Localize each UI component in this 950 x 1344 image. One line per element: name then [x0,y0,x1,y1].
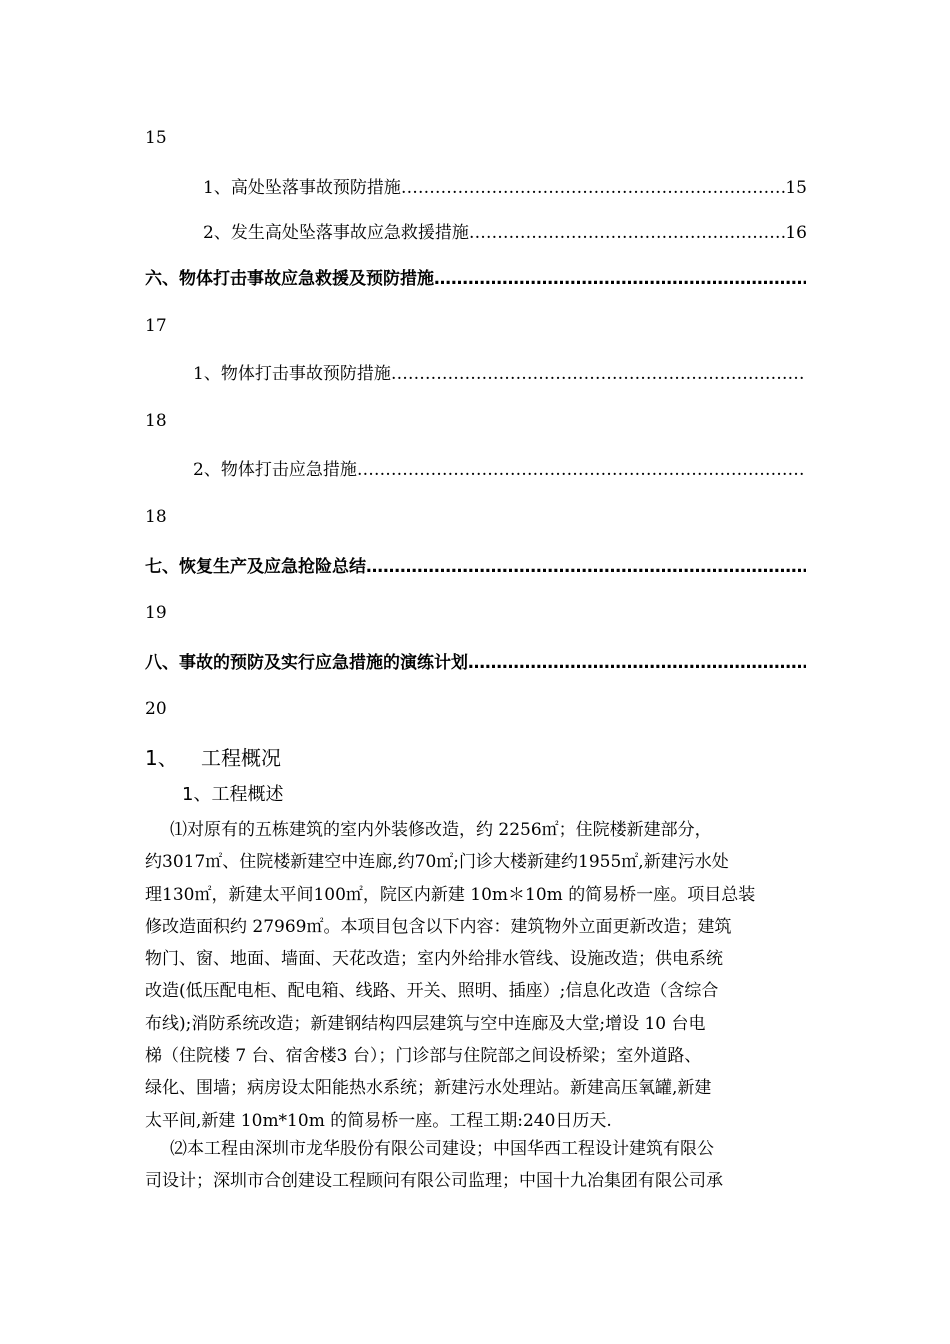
toc-section-text: 七、恢复生产及应急抢险总结 [145,557,366,577]
toc-leader-dots [401,178,786,198]
paragraph-line: 物门、窗、地面、墙面、天花改造；室内外给排水管线、设施改造；供电系统 [145,949,723,969]
toc-leader-dots [468,653,806,673]
toc-page-number: 20 [145,699,167,719]
toc-entry[interactable] [193,359,805,384]
toc-entry-text: 2、发生高处坠落事故应急救援措施 [203,223,469,243]
section-heading-number: 1、 [145,746,178,770]
paragraph-line: 太平间,新建 10m*10m 的简易桥一座。工程工期:240日历天. [145,1111,612,1131]
toc-page-number: 19 [145,603,167,623]
toc-section-text: 六、物体打击事故应急救援及预防措施 [145,269,434,289]
paragraph-line: 司设计；深圳市合创建设工程顾问有限公司监理；中国十九冶集团有限公司承 [145,1171,723,1191]
paragraph-line: 修改造面积约 27969㎡。本项目包含以下内容：建筑物外立面更新改造；建筑 [145,917,732,937]
toc-entry[interactable] [203,173,807,198]
toc-entry-text: 1、物体打击事故预防措施 [193,364,391,384]
toc-section[interactable] [145,648,806,673]
toc-section[interactable] [145,264,806,289]
toc-entry[interactable] [193,455,805,480]
paragraph-line: 改造(低压配电柜、配电箱、线路、开关、照明、插座）;信息化改造（含综合 [145,981,719,1001]
toc-leader-dots [469,223,786,243]
paragraph-line: 约3017㎡、住院楼新建空中连廊,约70㎡;门诊大楼新建约1955㎡,新建污水处 [145,852,729,872]
toc-entry-text: 2、物体打击应急措施 [193,460,357,480]
paragraph-line: 梯（住院楼 7 台、宿舍楼3 台）；门诊部与住院部之间设桥梁；室外道路、 [145,1046,702,1066]
toc-entry-page: 15 [785,178,807,198]
toc-entry-page: 16 [785,223,807,243]
paragraph-line: 理130㎡，新建太平间100㎡，院区内新建 10m＊10m 的简易桥一座。项目总装 [145,885,756,905]
section-heading-title: 工程概况 [201,746,281,770]
toc-section[interactable] [145,552,806,577]
toc-section-text: 八、事故的预防及实行应急措施的演练计划 [145,653,468,673]
paragraph-line: 布线);消防系统改造；新建钢结构四层建筑与空中连廊及大堂;增设 10 台电 [145,1014,706,1034]
paragraph-line: 绿化、围墙；病房设太阳能热水系统；新建污水处理站。新建高压氧罐,新建 [145,1078,712,1098]
toc-leader-dots [357,460,805,480]
toc-leader-dots [366,557,806,577]
toc-entry-text: 1、高处坠落事故预防措施 [203,178,401,198]
paragraph-line: ⑵本工程由深圳市龙华股份有限公司建设；中国华西工程设计建筑有限公 [170,1139,714,1159]
toc-leader-dots [434,269,806,289]
toc-leader-dots [391,364,805,384]
toc-page-number: 17 [145,316,167,336]
toc-page-number: 18 [145,507,167,527]
toc-page-number: 15 [145,128,167,148]
subsection-heading: 1、工程概述 [182,784,284,805]
toc-page-number: 18 [145,411,167,431]
paragraph-line: ⑴对原有的五栋建筑的室内外装修改造，约 2256㎡；住院楼新建部分， [170,820,712,840]
toc-entry[interactable] [203,218,807,243]
